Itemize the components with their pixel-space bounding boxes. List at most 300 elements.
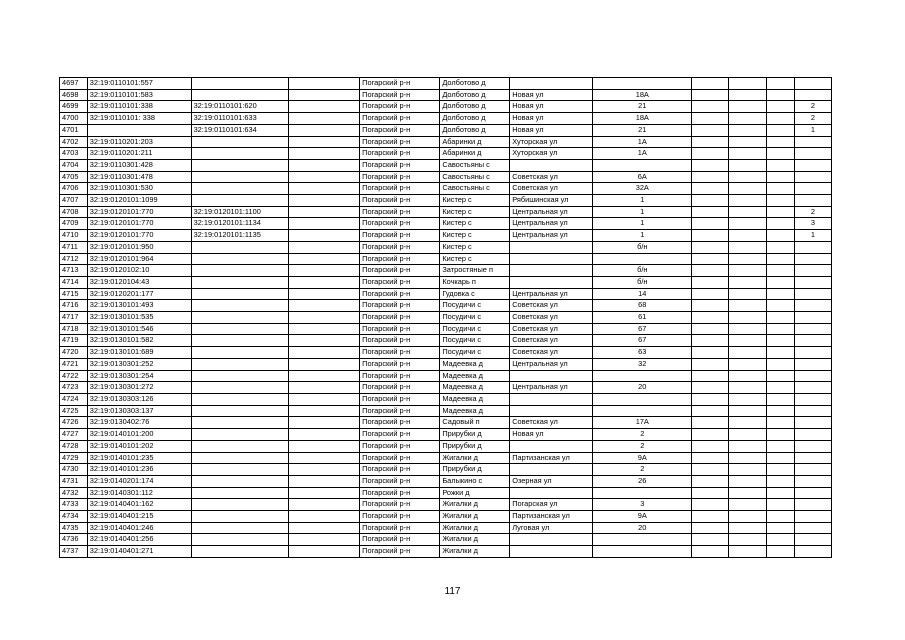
count-cell [794, 148, 831, 160]
house-number-cell: 1 [593, 206, 692, 218]
row-number-cell: 4726 [60, 417, 88, 429]
cadastral-number-cell: 32:19:0120101:770 [87, 206, 191, 218]
row-number-cell: 4714 [60, 276, 88, 288]
empty-cell [289, 358, 360, 370]
cadastral-number-cell: 32:19:0120101:770 [87, 230, 191, 242]
extra-cell [692, 464, 729, 476]
extra-cell [692, 370, 729, 382]
registry-table [59, 77, 832, 558]
extra-cell [729, 124, 767, 136]
count-cell: 2 [794, 206, 831, 218]
house-number-cell: 9А [593, 452, 692, 464]
extra-cell [729, 171, 767, 183]
locality-cell: Долботово д [440, 113, 510, 125]
count-cell [794, 452, 831, 464]
street-cell: Советская ул [510, 300, 593, 312]
count-cell [794, 300, 831, 312]
sub-cadastral-number-cell [191, 78, 289, 90]
street-cell: Советская ул [510, 347, 593, 359]
row-number-cell: 4707 [60, 195, 88, 207]
extra-cell [729, 358, 767, 370]
count-cell [794, 382, 831, 394]
count-cell [794, 276, 831, 288]
street-cell: Центральная ул [510, 288, 593, 300]
house-number-cell: 21 [593, 101, 692, 113]
empty-cell [289, 78, 360, 90]
district-cell: Погарский р-н [360, 323, 440, 335]
sub-cadastral-number-cell [191, 89, 289, 101]
extra-cell [767, 323, 795, 335]
row-number-cell: 4708 [60, 206, 88, 218]
district-cell: Погарский р-н [360, 522, 440, 534]
extra-cell [729, 323, 767, 335]
sub-cadastral-number-cell [191, 405, 289, 417]
empty-cell [289, 499, 360, 511]
extra-cell [729, 429, 767, 441]
cadastral-number-cell: 32:19:0130402:76 [87, 417, 191, 429]
locality-cell: Мадеевка д [440, 393, 510, 405]
cadastral-number-cell: 32:19:0130101:535 [87, 312, 191, 324]
sub-cadastral-number-cell [191, 382, 289, 394]
table-row [60, 335, 832, 347]
table-row [60, 405, 832, 417]
row-number-cell: 4698 [60, 89, 88, 101]
extra-cell [692, 218, 729, 230]
street-cell [510, 487, 593, 499]
street-cell: Новая ул [510, 89, 593, 101]
district-cell: Погарский р-н [360, 464, 440, 476]
row-number-cell: 4734 [60, 511, 88, 523]
extra-cell [767, 370, 795, 382]
table-row [60, 288, 832, 300]
table-row [60, 171, 832, 183]
extra-cell [692, 241, 729, 253]
house-number-cell: 17А [593, 417, 692, 429]
locality-cell: Кистер с [440, 253, 510, 265]
street-cell: Новая ул [510, 124, 593, 136]
empty-cell [289, 159, 360, 171]
empty-cell [289, 312, 360, 324]
extra-cell [692, 195, 729, 207]
locality-cell: Мадеевка д [440, 405, 510, 417]
locality-cell: Мадеевка д [440, 370, 510, 382]
locality-cell: Долботово д [440, 89, 510, 101]
district-cell: Погарский р-н [360, 417, 440, 429]
table-row [60, 206, 832, 218]
cadastral-number-cell: 32:19:0120101:1099 [87, 195, 191, 207]
locality-cell: Посудичи с [440, 323, 510, 335]
extra-cell [767, 358, 795, 370]
sub-cadastral-number-cell [191, 464, 289, 476]
extra-cell [729, 78, 767, 90]
table-row [60, 511, 832, 523]
cadastral-number-cell: 32:19:0110101:583 [87, 89, 191, 101]
count-cell [794, 440, 831, 452]
extra-cell [767, 475, 795, 487]
street-cell: Луговая ул [510, 522, 593, 534]
extra-cell [729, 276, 767, 288]
street-cell: Советская ул [510, 417, 593, 429]
extra-cell [767, 417, 795, 429]
locality-cell: Посудичи с [440, 300, 510, 312]
house-number-cell: 18А [593, 89, 692, 101]
extra-cell [729, 499, 767, 511]
extra-cell [767, 546, 795, 558]
cadastral-number-cell: 32:19:0130101:546 [87, 323, 191, 335]
house-number-cell: 1 [593, 218, 692, 230]
empty-cell [289, 475, 360, 487]
sub-cadastral-number-cell: 32:19:0120101:1135 [191, 230, 289, 242]
district-cell: Погарский р-н [360, 312, 440, 324]
sub-cadastral-number-cell [191, 159, 289, 171]
extra-cell [767, 312, 795, 324]
extra-cell [692, 429, 729, 441]
locality-cell: Балыкино с [440, 475, 510, 487]
table-row [60, 358, 832, 370]
street-cell: Советская ул [510, 312, 593, 324]
table-row [60, 89, 832, 101]
empty-cell [289, 534, 360, 546]
sub-cadastral-number-cell [191, 148, 289, 160]
cadastral-number-cell: 32:19:0130301:272 [87, 382, 191, 394]
street-cell: Советская ул [510, 335, 593, 347]
cadastral-number-cell: 32:19:0130303:137 [87, 405, 191, 417]
empty-cell [289, 347, 360, 359]
extra-cell [767, 300, 795, 312]
row-number-cell: 4724 [60, 393, 88, 405]
house-number-cell: 2 [593, 440, 692, 452]
extra-cell [729, 288, 767, 300]
house-number-cell: 32 [593, 358, 692, 370]
row-number-cell: 4732 [60, 487, 88, 499]
extra-cell [767, 241, 795, 253]
count-cell [794, 405, 831, 417]
count-cell [794, 136, 831, 148]
sub-cadastral-number-cell [191, 393, 289, 405]
empty-cell [289, 218, 360, 230]
district-cell: Погарский р-н [360, 241, 440, 253]
empty-cell [289, 405, 360, 417]
extra-cell [692, 101, 729, 113]
count-cell [794, 183, 831, 195]
extra-cell [767, 429, 795, 441]
house-number-cell [593, 534, 692, 546]
empty-cell [289, 429, 360, 441]
sub-cadastral-number-cell [191, 276, 289, 288]
empty-cell [289, 101, 360, 113]
empty-cell [289, 265, 360, 277]
extra-cell [729, 487, 767, 499]
extra-cell [692, 475, 729, 487]
extra-cell [767, 276, 795, 288]
sub-cadastral-number-cell [191, 300, 289, 312]
street-cell [510, 534, 593, 546]
row-number-cell: 4737 [60, 546, 88, 558]
empty-cell [289, 382, 360, 394]
extra-cell [767, 335, 795, 347]
extra-cell [692, 382, 729, 394]
locality-cell: Абаринки д [440, 136, 510, 148]
extra-cell [692, 323, 729, 335]
district-cell: Погарский р-н [360, 405, 440, 417]
district-cell: Погарский р-н [360, 230, 440, 242]
extra-cell [729, 195, 767, 207]
cadastral-number-cell: 32:19:0110301:428 [87, 159, 191, 171]
extra-cell [767, 511, 795, 523]
table-row [60, 475, 832, 487]
street-cell [510, 370, 593, 382]
extra-cell [729, 253, 767, 265]
row-number-cell: 4704 [60, 159, 88, 171]
street-cell: Советская ул [510, 323, 593, 335]
row-number-cell: 4699 [60, 101, 88, 113]
street-cell: Центральная ул [510, 218, 593, 230]
district-cell: Погарский р-н [360, 440, 440, 452]
extra-cell [767, 101, 795, 113]
house-number-cell: 1 [593, 230, 692, 242]
house-number-cell: 1А [593, 148, 692, 160]
sub-cadastral-number-cell [191, 429, 289, 441]
extra-cell [692, 534, 729, 546]
extra-cell [767, 452, 795, 464]
count-cell [794, 429, 831, 441]
extra-cell [767, 195, 795, 207]
extra-cell [767, 393, 795, 405]
count-cell [794, 358, 831, 370]
cadastral-number-cell: 32:19:0110101:338 [87, 101, 191, 113]
extra-cell [729, 440, 767, 452]
count-cell: 2 [794, 101, 831, 113]
extra-cell [729, 382, 767, 394]
empty-cell [289, 487, 360, 499]
count-cell [794, 499, 831, 511]
empty-cell [289, 464, 360, 476]
house-number-cell: 21 [593, 124, 692, 136]
locality-cell: Жигалки д [440, 452, 510, 464]
house-number-cell: 1 [593, 195, 692, 207]
sub-cadastral-number-cell: 32:19:0110101:634 [191, 124, 289, 136]
count-cell [794, 312, 831, 324]
house-number-cell: 6А [593, 171, 692, 183]
table-row [60, 499, 832, 511]
count-cell [794, 464, 831, 476]
empty-cell [289, 417, 360, 429]
house-number-cell: 14 [593, 288, 692, 300]
sub-cadastral-number-cell [191, 288, 289, 300]
row-number-cell: 4710 [60, 230, 88, 242]
extra-cell [692, 276, 729, 288]
cadastral-number-cell: 32:19:0110301:478 [87, 171, 191, 183]
extra-cell [729, 101, 767, 113]
row-number-cell: 4717 [60, 312, 88, 324]
table-row [60, 101, 832, 113]
count-cell: 2 [794, 113, 831, 125]
locality-cell: Кистер с [440, 230, 510, 242]
extra-cell [767, 159, 795, 171]
locality-cell: Посудичи с [440, 335, 510, 347]
row-number-cell: 4721 [60, 358, 88, 370]
row-number-cell: 4736 [60, 534, 88, 546]
table-row [60, 183, 832, 195]
extra-cell [767, 347, 795, 359]
district-cell: Погарский р-н [360, 218, 440, 230]
sub-cadastral-number-cell [191, 499, 289, 511]
cadastral-number-cell: 32:19:0130301:252 [87, 358, 191, 370]
row-number-cell: 4705 [60, 171, 88, 183]
street-cell: Новая ул [510, 113, 593, 125]
locality-cell: Долботово д [440, 101, 510, 113]
extra-cell [729, 511, 767, 523]
locality-cell: Посудичи с [440, 347, 510, 359]
district-cell: Погарский р-н [360, 124, 440, 136]
table-row [60, 464, 832, 476]
count-cell [794, 546, 831, 558]
extra-cell [692, 335, 729, 347]
cadastral-number-cell: 32:19:0120101:964 [87, 253, 191, 265]
cadastral-number-cell: 32:19:0130101:689 [87, 347, 191, 359]
row-number-cell: 4706 [60, 183, 88, 195]
locality-cell: Кистер с [440, 218, 510, 230]
house-number-cell: 67 [593, 323, 692, 335]
table-row [60, 312, 832, 324]
street-cell: Центральная ул [510, 230, 593, 242]
extra-cell [692, 183, 729, 195]
cadastral-number-cell: 32:19:0110201:203 [87, 136, 191, 148]
count-cell [794, 417, 831, 429]
empty-cell [289, 89, 360, 101]
extra-cell [692, 113, 729, 125]
extra-cell [729, 405, 767, 417]
row-number-cell: 4718 [60, 323, 88, 335]
locality-cell: Жигалки д [440, 522, 510, 534]
table-row [60, 241, 832, 253]
row-number-cell: 4725 [60, 405, 88, 417]
count-cell [794, 195, 831, 207]
extra-cell [692, 288, 729, 300]
locality-cell: Прирубки д [440, 464, 510, 476]
street-cell: Рябишинская ул [510, 195, 593, 207]
house-number-cell: б/н [593, 276, 692, 288]
extra-cell [692, 440, 729, 452]
sub-cadastral-number-cell [191, 265, 289, 277]
district-cell: Погарский р-н [360, 487, 440, 499]
row-number-cell: 4720 [60, 347, 88, 359]
count-cell [794, 522, 831, 534]
count-cell [794, 393, 831, 405]
extra-cell [767, 230, 795, 242]
extra-cell [767, 218, 795, 230]
sub-cadastral-number-cell [191, 452, 289, 464]
cadastral-number-cell: 32:19:0120101:770 [87, 218, 191, 230]
extra-cell [767, 206, 795, 218]
extra-cell [729, 241, 767, 253]
table-row [60, 124, 832, 136]
street-cell: Советская ул [510, 183, 593, 195]
sub-cadastral-number-cell: 32:19:0110101:620 [191, 101, 289, 113]
locality-cell: Мадеевка д [440, 358, 510, 370]
district-cell: Погарский р-н [360, 393, 440, 405]
table-row [60, 534, 832, 546]
extra-cell [729, 265, 767, 277]
sub-cadastral-number-cell [191, 312, 289, 324]
district-cell: Погарский р-н [360, 148, 440, 160]
street-cell: Погарская ул [510, 499, 593, 511]
district-cell: Погарский р-н [360, 206, 440, 218]
house-number-cell: б/н [593, 241, 692, 253]
extra-cell [692, 230, 729, 242]
house-number-cell [593, 405, 692, 417]
count-cell [794, 487, 831, 499]
sub-cadastral-number-cell: 32:19:0110101:633 [191, 113, 289, 125]
house-number-cell: 9А [593, 511, 692, 523]
count-cell [794, 323, 831, 335]
extra-cell [729, 218, 767, 230]
district-cell: Погарский р-н [360, 101, 440, 113]
count-cell [794, 288, 831, 300]
locality-cell: Прирубки д [440, 440, 510, 452]
cadastral-number-cell: 32:19:0110101:557 [87, 78, 191, 90]
extra-cell [729, 89, 767, 101]
extra-cell [692, 206, 729, 218]
street-cell: Советская ул [510, 171, 593, 183]
row-number-cell: 4697 [60, 78, 88, 90]
empty-cell [289, 511, 360, 523]
table-row [60, 159, 832, 171]
cadastral-number-cell: 32:19:0120102:10 [87, 265, 191, 277]
cadastral-number-cell: 32:19:0140101:236 [87, 464, 191, 476]
locality-cell: Кочкарь п [440, 276, 510, 288]
sub-cadastral-number-cell [191, 534, 289, 546]
street-cell [510, 265, 593, 277]
count-cell [794, 475, 831, 487]
house-number-cell: 2 [593, 429, 692, 441]
house-number-cell: 67 [593, 335, 692, 347]
cadastral-number-cell: 32:19:0130303:126 [87, 393, 191, 405]
cadastral-number-cell: 32:19:0140401:271 [87, 546, 191, 558]
extra-cell [692, 253, 729, 265]
street-cell [510, 78, 593, 90]
sub-cadastral-number-cell [191, 136, 289, 148]
extra-cell [729, 159, 767, 171]
extra-cell [729, 475, 767, 487]
table-row [60, 417, 832, 429]
cadastral-number-cell: 32:19:0120201:177 [87, 288, 191, 300]
empty-cell [289, 136, 360, 148]
street-cell: Партизанская ул [510, 452, 593, 464]
extra-cell [692, 159, 729, 171]
street-cell: Озерная ул [510, 475, 593, 487]
extra-cell [767, 113, 795, 125]
table-row [60, 382, 832, 394]
extra-cell [692, 522, 729, 534]
extra-cell [729, 206, 767, 218]
extra-cell [692, 265, 729, 277]
house-number-cell [593, 546, 692, 558]
empty-cell [289, 276, 360, 288]
house-number-cell: 2 [593, 464, 692, 476]
house-number-cell: 3 [593, 499, 692, 511]
locality-cell: Кистер с [440, 206, 510, 218]
locality-cell: Абаринки д [440, 148, 510, 160]
district-cell: Погарский р-н [360, 534, 440, 546]
cadastral-number-cell: 32:19:0140301:112 [87, 487, 191, 499]
row-number-cell: 4730 [60, 464, 88, 476]
extra-cell [692, 358, 729, 370]
house-number-cell: 20 [593, 382, 692, 394]
extra-cell [692, 487, 729, 499]
district-cell: Погарский р-н [360, 288, 440, 300]
empty-cell [289, 113, 360, 125]
